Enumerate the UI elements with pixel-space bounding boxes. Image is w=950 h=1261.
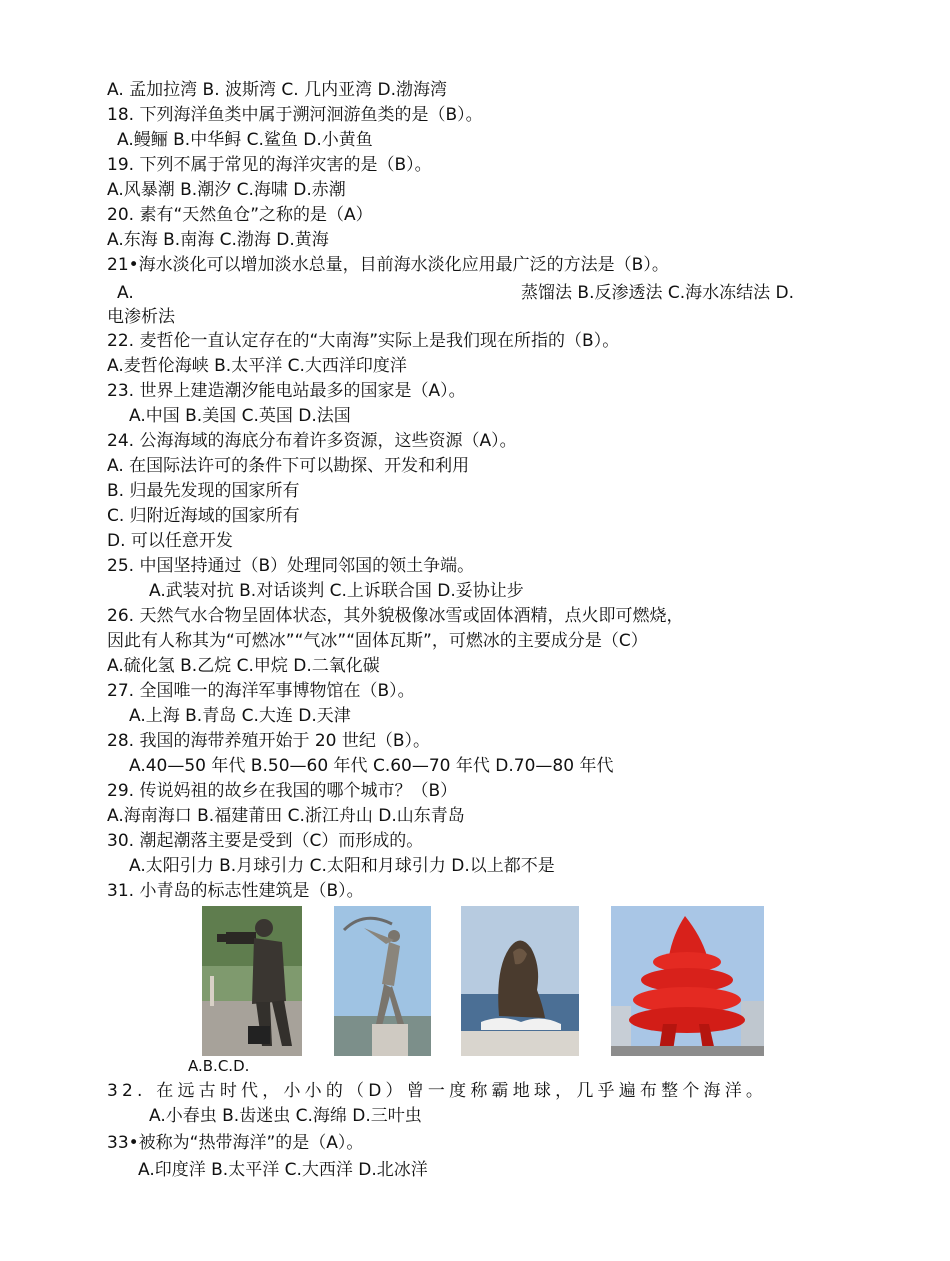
q21-question: 21•海水淡化可以增加淡水总量，目前海水淡化应用最广泛的方法是（B）。 bbox=[107, 255, 669, 275]
q24-option-b: B. 归最先发现的国家所有 bbox=[107, 481, 300, 501]
q31-options: A.B.C.D. bbox=[188, 1057, 250, 1075]
q26-question-cont: 因此有人称其为“可燃冰”“气冰”“固体瓦斯”，可燃冰的主要成分是（C） bbox=[107, 631, 648, 651]
q30-options: A.太阳引力 B.月球引力 C.太阳和月球引力 D.以上都不是 bbox=[129, 856, 555, 876]
q20-question: 20. 素有“天然鱼仓”之称的是（A） bbox=[107, 205, 373, 225]
q18-question: 18. 下列海洋鱼类中属于溯河洄游鱼类的是（B）。 bbox=[107, 105, 483, 125]
q17-options: A. 孟加拉湾 B. 波斯湾 C. 几内亚湾 D.渤海湾 bbox=[107, 80, 447, 100]
q28-question: 28. 我国的海带养殖开始于 20 世纪（B）。 bbox=[107, 731, 431, 751]
q23-options: A.中国 B.美国 C.英国 D.法国 bbox=[129, 406, 351, 426]
q22-options: A.麦哲伦海峡 B.太平洋 C.大西洋印度洋 bbox=[107, 356, 407, 376]
q20-options: A.东海 B.南海 C.渤海 D.黄海 bbox=[107, 230, 329, 250]
q24-option-a: A. 在国际法许可的条件下可以勘探、开发和利用 bbox=[107, 456, 470, 476]
q24-question: 24. 公海海域的海底分布着许多资源，这些资源（A）。 bbox=[107, 431, 517, 451]
q29-options: A.海南海口 B.福建莆田 C.浙江舟山 D.山东青岛 bbox=[107, 806, 465, 826]
q21-options-cont: 电渗析法 bbox=[107, 307, 175, 327]
photographer-statue-icon bbox=[202, 906, 302, 1056]
q18-options: A.鳗鲡 B.中华鲟 C.鲨鱼 D.小黄鱼 bbox=[117, 130, 373, 150]
q31-question: 31. 小青岛的标志性建筑是（B）。 bbox=[107, 881, 364, 901]
q32-question: 32. 在远古时代，小小的（D）曾一度称霸地球，几乎遍布整个海洋。 bbox=[107, 1081, 768, 1101]
q29-question: 29. 传说妈祖的故乡在我国的哪个城市？（B） bbox=[107, 781, 458, 801]
q31-image-c bbox=[461, 906, 579, 1056]
q24-option-c: C. 归附近海域的国家所有 bbox=[107, 506, 300, 526]
may-wind-sculpture-icon bbox=[611, 906, 764, 1056]
q26-question: 26. 天然气水合物呈固体状态，其外貌极像冰雪或固体酒精，点火即可燃烧， bbox=[107, 606, 684, 626]
q25-options: A.武装对抗 B.对话谈判 C.上诉联合国 D.妥协让步 bbox=[149, 581, 524, 601]
q27-options: A.上海 B.青岛 C.大连 D.天津 bbox=[129, 706, 351, 726]
q33-options: A.印度洋 B.太平洋 C.大西洋 D.北冰洋 bbox=[138, 1160, 428, 1180]
q31-image-a bbox=[202, 906, 302, 1056]
q25-question: 25. 中国坚持通过（B）处理同邻国的领土争端。 bbox=[107, 556, 475, 576]
q31-image-b bbox=[334, 906, 431, 1056]
sea-rock-icon bbox=[461, 906, 579, 1056]
q27-question: 27. 全国唯一的海洋军事博物馆在（B）。 bbox=[107, 681, 415, 701]
q21-options: 蒸馏法 B.反渗透法 C.海水冻结法 D. bbox=[521, 283, 795, 303]
q23-question: 23. 世界上建造潮汐能电站最多的国家是（A）。 bbox=[107, 381, 466, 401]
q26-options: A.硫化氢 B.乙烷 C.甲烷 D.二氧化碳 bbox=[107, 656, 380, 676]
q28-options: A.40—50 年代 B.50—60 年代 C.60—70 年代 D.70—80 年代 bbox=[129, 756, 614, 776]
q30-question: 30. 潮起潮落主要是受到（C）而形成的。 bbox=[107, 831, 424, 851]
archer-statue-icon bbox=[334, 906, 431, 1056]
q24-option-d: D. 可以任意开发 bbox=[107, 531, 233, 551]
q19-options: A.风暴潮 B.潮汐 C.海啸 D.赤潮 bbox=[107, 180, 346, 200]
q32-options: A.小春虫 B.齿迷虫 C.海绵 D.三叶虫 bbox=[149, 1106, 422, 1126]
q22-question: 22. 麦哲伦一直认定存在的“大南海”实际上是我们现在所指的（B）。 bbox=[107, 331, 620, 351]
q21-option-a: A. bbox=[117, 283, 134, 303]
q31-image-d bbox=[611, 906, 764, 1056]
q33-question: 33•被称为“热带海洋”的是（A）。 bbox=[107, 1133, 364, 1153]
q19-question: 19. 下列不属于常见的海洋灾害的是（B）。 bbox=[107, 155, 432, 175]
